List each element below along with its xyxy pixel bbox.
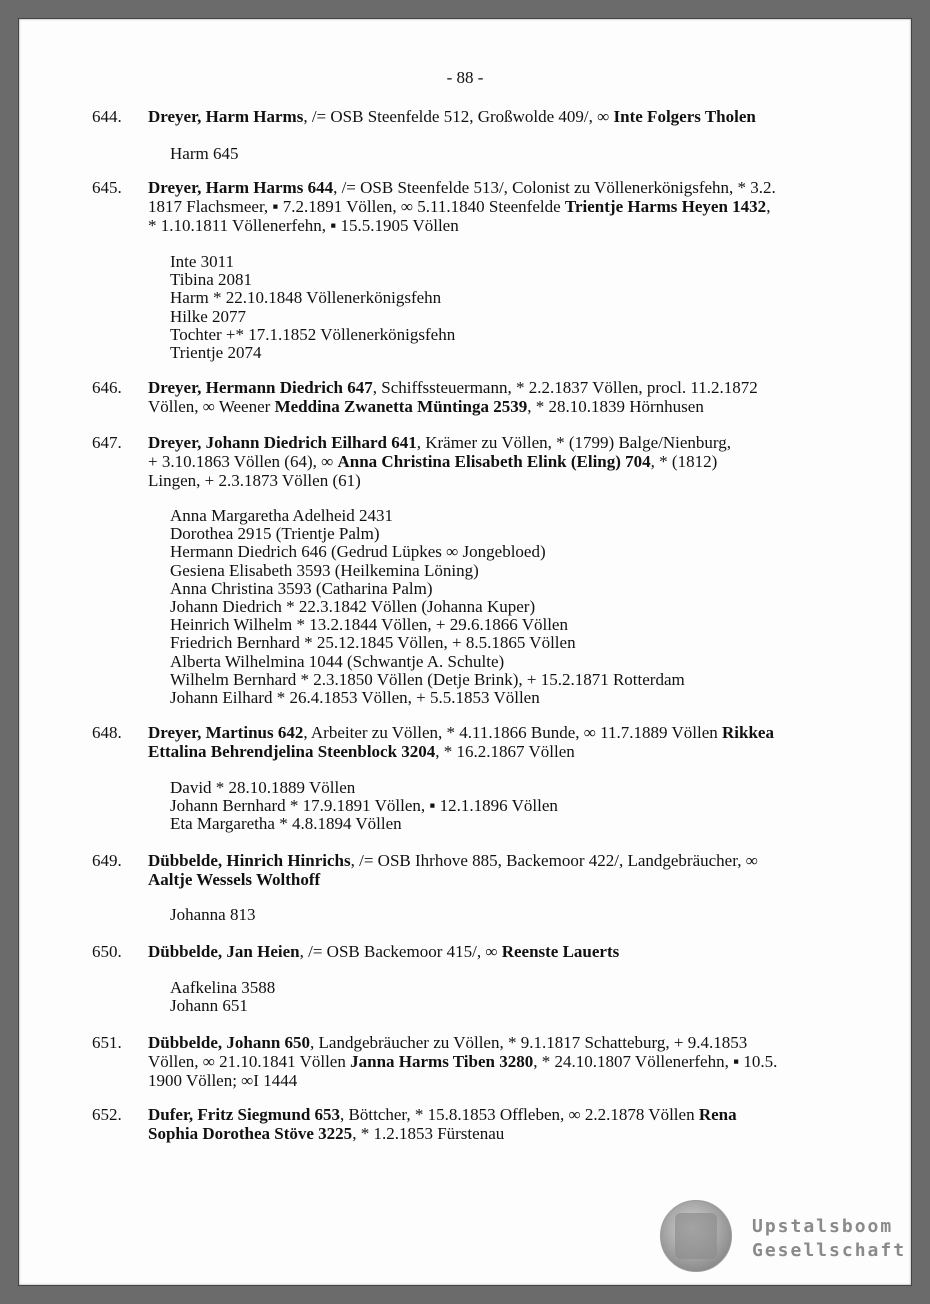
child-item: Johann Eilhard * 26.4.1853 Völlen, + 5.5.1853 Völlen [170,688,540,708]
child-item: Johann Bernhard * 17.9.1891 Völlen, ▪ 12.1.1896 Völlen [170,796,558,816]
entry-number: 650. [92,942,122,961]
child-item: Dorothea 2915 (Trientje Palm) [170,524,380,544]
children-list [170,906,870,924]
children-list [170,979,870,1015]
entry-number: 652. [92,1105,122,1124]
entry-number: 647. [92,433,122,452]
entry-text: Dübbelde, Hinrich Hinrichs, /= OSB Ihrhove 885, Backemoor 422/, Landgebräucher, ∞ Aaltje Wessels Wolthoff [148,851,758,889]
entry-text: Dübbelde, Johann 650, Landgebräucher zu Völlen, * 9.1.1817 Schatteburg, + 9.4.1853 Völlen, ∞ 21.10.1841 Völlen Janna Harms Tiben 3280, * 24.10.1807 Völlenerfehn, ▪ 10.5. 1900 Völlen; ∞I 1444 [148,1033,778,1090]
children-list [170,253,870,362]
child-item: Hermann Diedrich 646 (Gedrud Lüpkes ∞ Jongebloed) [170,542,546,562]
child-item: Johann Diedrich * 22.3.1842 Völlen (Johanna Kuper) [170,597,536,617]
child-item: Gesiena Elisabeth 3593 (Heilkemina Löning) [170,560,479,580]
entry-text: Dufer, Fritz Siegmund 653, Böttcher, * 15.8.1853 Offleben, ∞ 2.2.1878 Völlen Rena Sophia Dorothea Stöve 3225, * 1.2.1853 Fürstenau [148,1105,737,1143]
children-list [170,145,870,163]
child-item: Johanna 813 [170,905,256,924]
logo-line-1: Upstalsboom [752,1216,894,1237]
child-item: David * 28.10.1889 Völlen [170,778,356,797]
society-logo [752,1215,906,1263]
child-item: Tochter +* 17.1.1852 Völlenerkönigsfehn [170,324,456,344]
entry-number: 651. [92,1033,122,1052]
seal-logo-icon [660,1200,732,1272]
entry-text: Dreyer, Harm Harms, /= OSB Steenfelde 512, Großwolde 409/, ∞ Inte Folgers Tholen [148,107,756,126]
child-item: Aafkelina 3588 [170,978,276,997]
logo-line-2: Gesellschaft [752,1240,907,1261]
entry-number: 644. [92,107,122,126]
entry-text: Dreyer, Martinus 642, Arbeiter zu Völlen, * 4.11.1866 Bunde, ∞ 11.7.1889 Völlen Rikkea Ettalina Behrendjelina Steenblock 3204, * 16.2.1867 Völlen [148,723,774,761]
child-item: Anna Margaretha Adelheid 2431 [170,506,393,525]
entry-number: 648. [92,723,122,742]
entry-text: Dübbelde, Jan Heien, /= OSB Backemoor 415/, ∞ Reenste Lauerts [148,942,620,961]
child-item: Friedrich Bernhard * 25.12.1845 Völlen, + 8.5.1865 Völlen [170,633,576,653]
entry-number: 646. [92,378,122,397]
entry-text: Dreyer, Johann Diedrich Eilhard 641, Krämer zu Völlen, * (1799) Balge/Nienburg, + 3.10.1863 Völlen (64), ∞ Anna Christina Elisabeth Elink (Eling) 704, * (1812) Lingen, + 2.3.1873 Völlen (61) [148,433,731,490]
entry-text: Dreyer, Harm Harms 644, /= OSB Steenfelde 513/, Colonist zu Völlenerkönigsfehn, * 3.2. 1817 Flachsmeer, ▪ 7.2.1891 Völlen, ∞ 5.11.1840 Steenfelde Trientje Harms Heyen 1432, * 1.10.1811 Völlenerfehn, ▪ 15.5.1905 Völlen [148,178,776,235]
child-item: Johann 651 [170,996,248,1016]
children-list [170,779,870,834]
child-item: Inte 3011 [170,252,235,271]
child-item: Anna Christina 3593 (Catharina Palm) [170,578,433,598]
children-list [170,507,870,707]
child-item: Alberta Wilhelmina 1044 (Schwantje A. Schulte) [170,651,505,671]
child-item: Trientje 2074 [170,343,262,363]
entry-text: Dreyer, Hermann Diedrich 647, Schiffssteuermann, * 2.2.1837 Völlen, procl. 11.2.1872 Völlen, ∞ Weener Meddina Zwanetta Müntinga 2539, * 28.10.1839 Hörnhusen [148,378,758,416]
child-item: Tibina 2081 [170,270,253,290]
child-item: Heinrich Wilhelm * 13.2.1844 Völlen, + 29.6.1866 Völlen [170,615,568,635]
child-item: Hilke 2077 [170,306,247,326]
page-number: - 88 - [446,68,484,87]
child-item: Wilhelm Bernhard * 2.3.1850 Völlen (Detje Brink), + 15.2.1871 Rotterdam [170,669,685,689]
child-item: Harm 645 [170,144,239,163]
child-item: Harm * 22.10.1848 Völlenerkönigsfehn [170,288,442,308]
entry-number: 649. [92,851,122,870]
child-item: Eta Margaretha * 4.8.1894 Völlen [170,814,402,834]
entry-number: 645. [92,178,122,197]
